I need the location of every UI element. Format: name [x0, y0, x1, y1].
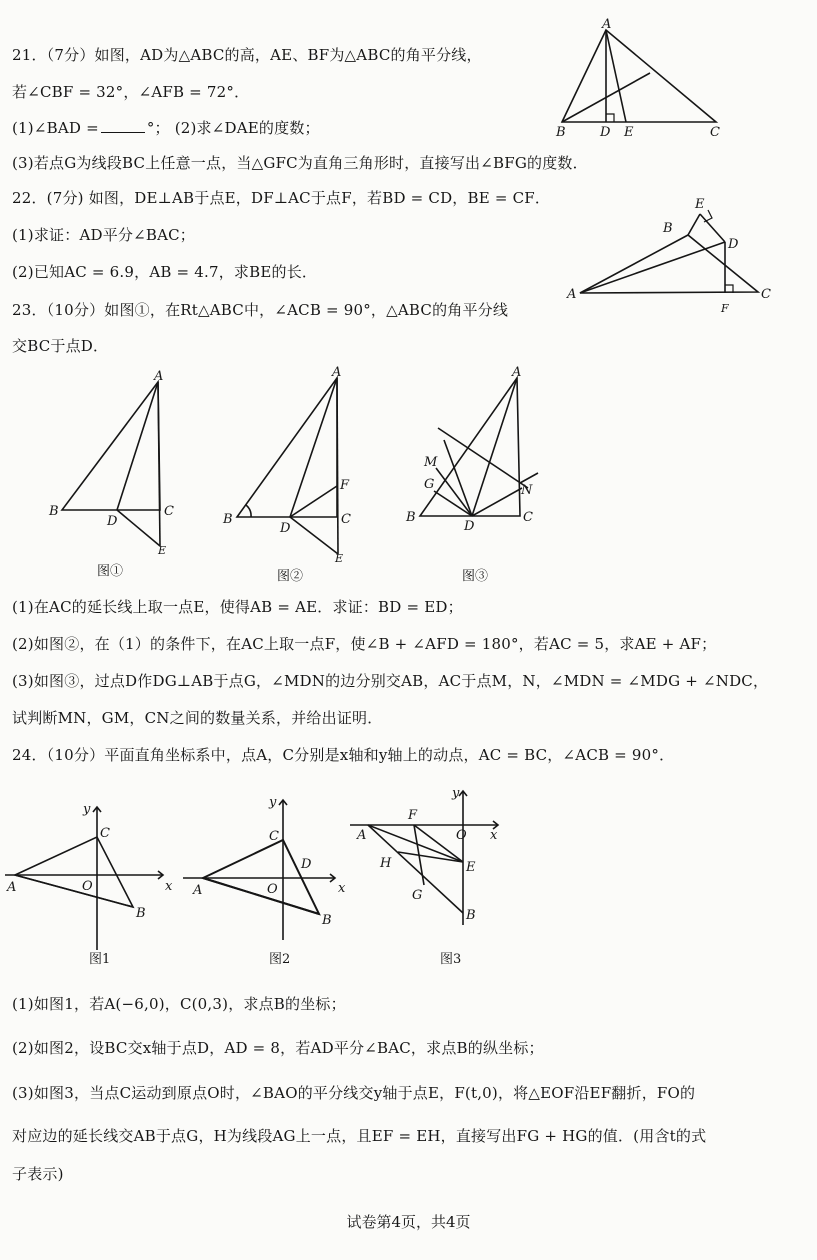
q23-fig3-label-c: C: [523, 510, 533, 525]
q23-fig1-label-d: D: [107, 514, 118, 529]
q23-part1: (1)在AC的延长线上取一点E，使得AB = AE．求证：BD = ED；: [12, 598, 463, 616]
q24-fig2-label-y: y: [269, 795, 277, 810]
q22-line1: 22．(7分) 如图，DE⊥AB于点E，DF⊥AC于点F，若BD = CD，BE = CF．: [12, 189, 551, 207]
q23-fig2-label-b: B: [223, 512, 233, 527]
q23-fig1-label-c: C: [164, 504, 174, 519]
q23-fig3-label-n: N: [521, 483, 533, 498]
q21-line3: [12, 118, 320, 138]
q23-fig3-label-a: A: [512, 365, 522, 380]
q23-fig1-label-b: B: [49, 504, 59, 519]
q24-fig2-label-a: A: [193, 883, 203, 898]
q24-fig3-label-e: E: [466, 860, 476, 875]
q24-fig2-label-d: D: [301, 857, 312, 872]
q23-fig1-triangle-abc: [62, 382, 160, 510]
q24-fig1-label-o: O: [82, 879, 93, 894]
q23-fig2-line-ae: [337, 378, 338, 554]
q23-fig1-caption: 图①: [97, 564, 124, 579]
q23-fig1-label-a: A: [154, 369, 164, 384]
q23-fig3-line-mn: [438, 428, 528, 488]
q23-figure-3: [400, 366, 550, 584]
q23-fig3-line-dg: [436, 468, 472, 516]
q24-fig3-label-f: F: [408, 808, 418, 823]
q23-fig2-label-f: F: [340, 478, 350, 493]
q21-line2: 若∠CBF = 32°，∠AFB = 72°．: [12, 83, 250, 101]
q23-figure-1: [45, 370, 185, 585]
q21-label-b: B: [556, 125, 566, 140]
q24-figure-3: [348, 785, 508, 970]
q21-label-a: A: [602, 17, 612, 32]
q23-fig2-line-df: [290, 486, 337, 517]
q23-fig1-bisector-ad: [117, 382, 158, 510]
q24-fig3-label-a: A: [357, 828, 367, 843]
q22-extension-be: [688, 214, 700, 235]
q23-fig3-label-d: D: [464, 519, 475, 534]
q21-triangle-abc: [562, 30, 716, 122]
q24-part3-line1: (3)如图3，当点C运动到原点O时，∠BAO的平分线交y轴于点E，F(t,0)，将△EOF沿EF翻折，FO的: [12, 1084, 696, 1102]
q21-label-e: E: [624, 125, 634, 140]
q24-figure-2: [183, 790, 353, 970]
q21-part2-text: °； (2)求∠DAE的度数；: [146, 119, 320, 137]
q24-fig1-caption: 图1: [89, 952, 111, 967]
q24-fig2-label-o: O: [267, 882, 278, 897]
q22-label-b: B: [663, 221, 673, 236]
q23-fig3-label-m: M: [424, 455, 438, 470]
q23-part3-line2: 试判断MN，GM，CN之间的数量关系，并给出证明．: [12, 709, 383, 727]
q24-fig2-caption: 图2: [269, 952, 291, 967]
q21-figure: [548, 17, 738, 145]
q24-fig3-line-eh: [398, 852, 463, 862]
q23-fig2-line-de: [290, 517, 338, 554]
q22-figure: [565, 192, 785, 320]
q24-fig3-label-o: O: [456, 828, 467, 843]
q22-label-f: F: [721, 302, 729, 315]
q23-fig3-label-b: B: [406, 510, 416, 525]
q22-label-e: E: [695, 197, 705, 212]
q24-fig3-label-b: B: [466, 908, 476, 923]
q24-fig2-label-x: x: [338, 881, 346, 896]
q24-figure-1: [5, 795, 175, 970]
q24-part3-line3: 子表示): [12, 1165, 64, 1183]
q24-fig3-label-g: G: [412, 888, 423, 903]
q23-fig3-line-md: [444, 440, 472, 516]
q23-fig3-caption: 图③: [462, 569, 489, 584]
q23-fig3-label-g: G: [424, 477, 435, 492]
q23-line2: 交BC于点D．: [12, 337, 109, 355]
q22-line2: (1)求证：AD平分∠BAC；: [12, 226, 196, 244]
q24-fig1-label-c: C: [100, 826, 110, 841]
q23-part3-line1: (3)如图③，过点D作DG⊥AB于点G，∠MDN的边分别交AB，AC于点M，N，∠MDN = ∠MDG + ∠NDC，: [12, 672, 769, 690]
q24-fig2-label-c: C: [269, 829, 279, 844]
q23-fig1-label-e: E: [158, 544, 167, 557]
q21-label-c: C: [710, 125, 720, 140]
q23-fig2-angle-b-arc: [246, 505, 251, 517]
q21-line1: 21．（7分）如图，AD为△ABC的高，AE、BF为△ABC的角平分线，: [12, 46, 482, 64]
q23-fig2-label-a: A: [332, 365, 342, 380]
q24-fig1-label-a: A: [7, 880, 17, 895]
q24-fig1-label-b: B: [136, 906, 146, 921]
q23-part2: (2)如图②，在（1）的条件下，在AC上取一点F，使∠B + ∠AFD = 180°，若AC = 5，求AE + AF；: [12, 635, 717, 653]
q24-part2: (2)如图2，设BC交x轴于点D，AD = 8，若AD平分∠BAC，求点B的纵坐标；: [12, 1039, 544, 1057]
q23-fig3-perp-dg: [434, 491, 472, 516]
q24-line1: 24．（10分）平面直角坐标系中，点A，C分别是x轴和y轴上的动点，AC = BC，∠ACB = 90°．: [12, 746, 675, 764]
q21-answer-blank: [101, 118, 145, 133]
q23-fig2-label-d: D: [280, 521, 291, 536]
q24-fig1-triangle-acb: [15, 837, 133, 907]
q23-line1: 23．（10分）如图①，在Rt△ABC中，∠ACB = 90°，△ABC的角平分线: [12, 301, 509, 319]
q23-fig1-line-de: [117, 510, 160, 546]
q22-label-c: C: [761, 287, 771, 302]
q22-bisector-ad: [580, 242, 725, 293]
q24-fig3-label-y: y: [452, 786, 460, 801]
q24-fig1-label-y: y: [83, 802, 91, 817]
q23-fig2-label-c: C: [341, 512, 351, 527]
q21-label-d: D: [600, 125, 611, 140]
q24-fig2-line-ab: [203, 878, 319, 914]
q22-label-d: D: [728, 237, 739, 252]
q24-fig2-label-b: B: [322, 913, 332, 928]
q23-fig2-caption: 图②: [277, 569, 304, 584]
q24-fig2-triangle-acb: [203, 840, 319, 914]
q23-fig3-extension-dn: [520, 473, 538, 483]
q23-fig2-bisector-ad: [290, 378, 337, 517]
q24-fig3-caption: 图3: [440, 952, 462, 967]
q23-fig2-label-e: E: [335, 552, 344, 565]
q24-fig1-line-ab: [15, 875, 133, 907]
q24-part3-line2: 对应边的延长线交AB于点G，H为线段AG上一点，且EF = EH，直接写出FG + HG的值．(用含t的式: [12, 1127, 707, 1145]
q23-fig1-line-ae: [158, 382, 160, 546]
q24-fig1-label-x: x: [165, 879, 173, 894]
q21-right-angle-mark: [606, 114, 614, 122]
q21-line4: (3)若点G为线段BC上任意一点，当△GFC为直角三角形时，直接写出∠BFG的度数．: [12, 154, 588, 172]
q22-label-a: A: [567, 287, 577, 302]
q24-fig3-label-x: x: [490, 828, 498, 843]
q23-fig3-triangle-abc: [420, 378, 520, 516]
q22-line3: (2)已知AC = 6.9，AB = 4.7，求BE的长．: [12, 263, 318, 281]
page-footer: 试卷第4页，共4页: [346, 1213, 471, 1231]
q24-part1: (1)如图1，若A(−6,0)，C(0,3)，求点B的坐标；: [12, 995, 346, 1013]
q21-part1-text: (1)∠BAD =: [12, 119, 99, 137]
q24-fig3-label-h: H: [380, 856, 392, 871]
q23-figure-2: [220, 366, 365, 584]
